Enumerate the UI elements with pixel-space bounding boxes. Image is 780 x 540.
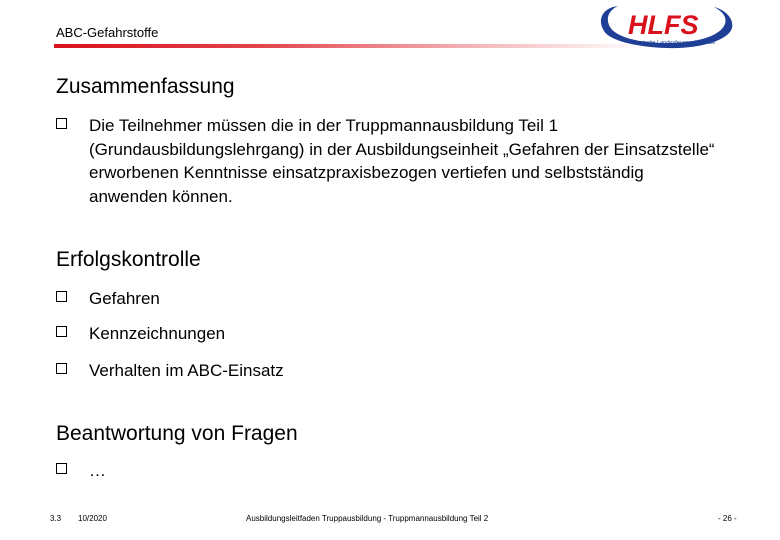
control-bullet-text: Gefahren xyxy=(89,289,160,308)
header-divider xyxy=(54,44,644,48)
logo-text: HLFS xyxy=(628,10,699,40)
summary-title: Zusammenfassung xyxy=(56,75,235,98)
control-bullet-1 xyxy=(56,287,160,311)
checkbox-icon xyxy=(56,363,67,374)
header-title: ABC-Gefahrstoffe xyxy=(56,25,159,40)
hlfs-logo xyxy=(598,4,734,50)
checkbox-icon xyxy=(56,463,67,474)
questions-title: Beantwortung von Fragen xyxy=(56,422,298,445)
footer-center-text: Ausbildungsleitfaden Truppausbildung - Truppmannausbildung Teil 2 xyxy=(246,514,489,523)
control-bullet-3 xyxy=(56,359,284,383)
checkbox-icon xyxy=(56,291,67,302)
footer-date: 10/2020 xyxy=(78,514,107,523)
footer-page-number: - 26 - xyxy=(718,514,737,523)
logo-subtitle: Hessische Landesfeuerwehrschule xyxy=(630,40,716,46)
summary-bullet-text: Die Teilnehmer müssen die in der Truppmannausbildung Teil 1 (Grundausbildungslehrgang) in der Ausbildungseinheit „Gefahren der Einsatzstelle“ erworbenen Kenntnisse einsatzpraxisbezogen vertiefen und selbstständig anwenden können. xyxy=(89,116,715,206)
control-bullet-text: Verhalten im ABC-Einsatz xyxy=(89,361,284,380)
checkbox-icon xyxy=(56,118,67,129)
control-bullet-text: Kennzeichnungen xyxy=(89,324,226,343)
footer-section-number: 3.3 xyxy=(50,514,62,523)
questions-bullet xyxy=(56,459,106,483)
control-title: Erfolgskontrolle xyxy=(56,248,201,271)
control-bullet-2 xyxy=(56,322,225,346)
checkbox-icon xyxy=(56,326,67,337)
questions-bullet-text: … xyxy=(89,461,106,480)
summary-bullet xyxy=(56,114,716,208)
